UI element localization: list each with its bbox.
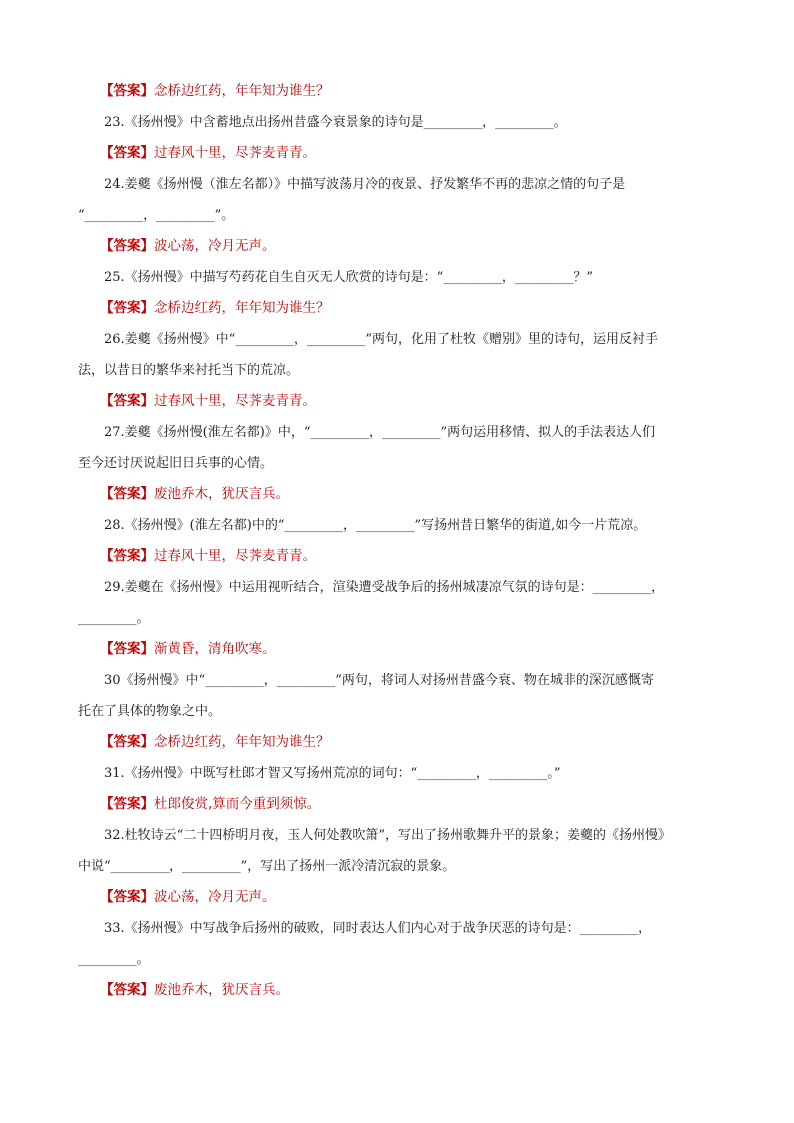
answer-line: [78, 293, 720, 324]
question-text-continued: 至今还讨厌说起旧日兵事的心情。: [78, 456, 274, 471]
answer-block: [78, 76, 720, 107]
question-text: 24.姜夔《扬州慢（淮左名都）》中描写波荡月冷的夜景、抒发繁华不再的悲凉之情的句子是: [104, 177, 626, 192]
question-text: 33.《扬州慢》中写战争后扬州的破败，同时表达人们内心对于战争厌恶的诗句是：_________，: [104, 921, 652, 936]
answer-text: 渐黄昏，清角吹寒。: [154, 641, 276, 657]
answer-text: 过春风十里，尽荠麦青青。: [154, 393, 316, 409]
answer-label: 【答案】: [100, 486, 154, 502]
answer-text: 波心荡，冷月无声。: [154, 889, 276, 905]
answer-block: [78, 293, 720, 324]
answer-block: [78, 789, 720, 820]
answer-label: 【答案】: [100, 145, 154, 161]
answer-block: [78, 386, 720, 417]
answer-label: 【答案】: [100, 83, 154, 99]
answer-block: [78, 882, 720, 913]
answer-text: 念桥边红药，年年知为谁生？: [154, 300, 330, 316]
answer-label: 【答案】: [100, 548, 154, 564]
answer-line: [78, 634, 720, 665]
answer-line: [78, 76, 720, 107]
answer-text: 念桥边红药，年年知为谁生？: [154, 83, 330, 99]
answer-line: [78, 727, 720, 758]
answer-line: [78, 479, 720, 510]
question-block: [78, 758, 720, 789]
answer-text: 过春风十里，尽荠麦青青。: [154, 548, 316, 564]
answer-text: 念桥边红药，年年知为谁生？: [154, 734, 330, 750]
answer-block: [78, 727, 720, 758]
qa-list: [78, 76, 720, 1006]
answer-block: [78, 231, 720, 262]
answer-block: [78, 138, 720, 169]
question-block: [78, 665, 720, 727]
question-text-continued: 中说“_________，_________”，写出了扬州一派冷清沉寂的景象。: [78, 859, 456, 874]
question-text: 26.姜夔《扬州慢》中“_________，_________”两句，化用了杜牧《赠别》里的诗句，运用反衬手: [104, 332, 658, 347]
question-text: 29.姜夔在《扬州慢》中运用视听结合，渲染遭受战争后的扬州城凄凉气氛的诗句是：_________，: [104, 580, 665, 595]
question-block: [78, 107, 720, 138]
question-text: 27.姜夔《扬州慢(淮左名都)》中，“_________，_________”两句运用移情、拟人的手法表达人们: [104, 425, 656, 440]
question-text-continued: 托在了具体的物象之中。: [78, 704, 222, 719]
answer-line: [78, 541, 720, 572]
answer-label: 【答案】: [100, 734, 154, 750]
answer-text: 杜郎俊赏,算而今重到须惊。: [154, 796, 321, 812]
answer-line: [78, 231, 720, 262]
answer-label: 【答案】: [100, 796, 154, 812]
question-text: 23.《扬州慢》中含蓄地点出扬州昔盛今衰景象的诗句是_________，_________。: [104, 115, 567, 130]
question-text: 30《扬州慢》中“_________，_________”两句，将词人对扬州昔盛今衰、物在城非的深沉感慨寄: [104, 673, 654, 688]
question-block: [78, 572, 720, 634]
answer-block: [78, 479, 720, 510]
question-text: 25.《扬州慢》中描写芍药花自生自灭无人欣赏的诗句是：“_________，_________？”: [104, 270, 593, 285]
question-block: [78, 262, 720, 293]
question-block: [78, 324, 720, 386]
answer-block: [78, 541, 720, 572]
answer-line: [78, 138, 720, 169]
question-text: 28.《扬州慢》(淮左名都)中的“_________，_________”写扬州昔日繁华的街道,如今一片荒凉。: [104, 518, 647, 533]
question-text-continued: _________。: [78, 611, 150, 626]
answer-line: [78, 386, 720, 417]
answer-text: 波心荡，冷月无声。: [154, 238, 276, 254]
question-block: [78, 417, 720, 479]
answer-label: 【答案】: [100, 300, 154, 316]
answer-block: [78, 975, 720, 1006]
answer-label: 【答案】: [100, 393, 154, 409]
question-text-continued: “_________，_________”。: [78, 208, 235, 223]
answer-line: [78, 789, 720, 820]
question-block: [78, 820, 720, 882]
answer-line: [78, 882, 720, 913]
answer-label: 【答案】: [100, 982, 154, 998]
question-text: 32.杜牧诗云“二十四桥明月夜，玉人何处教吹箫”，写出了扬州歌舞升平的景象；姜夔的《扬州慢》: [104, 828, 671, 843]
answer-text: 废池乔木，犹厌言兵。: [154, 982, 289, 998]
answer-label: 【答案】: [100, 641, 154, 657]
answer-block: [78, 634, 720, 665]
question-block: [78, 510, 720, 541]
answer-text: 废池乔木，犹厌言兵。: [154, 486, 289, 502]
question-text-continued: _________。: [78, 952, 150, 967]
question-text-continued: 法，以昔日的繁华来衬托当下的荒凉。: [78, 363, 300, 378]
answer-line: [78, 975, 720, 1006]
question-block: [78, 169, 720, 231]
answer-label: 【答案】: [100, 889, 154, 905]
answer-label: 【答案】: [100, 238, 154, 254]
question-block: [78, 913, 720, 975]
answer-text: 过春风十里，尽荠麦青青。: [154, 145, 316, 161]
question-text: 31.《扬州慢》中既写杜郎才智又写扬州荒凉的词句：“_________，_________。”: [104, 766, 561, 781]
